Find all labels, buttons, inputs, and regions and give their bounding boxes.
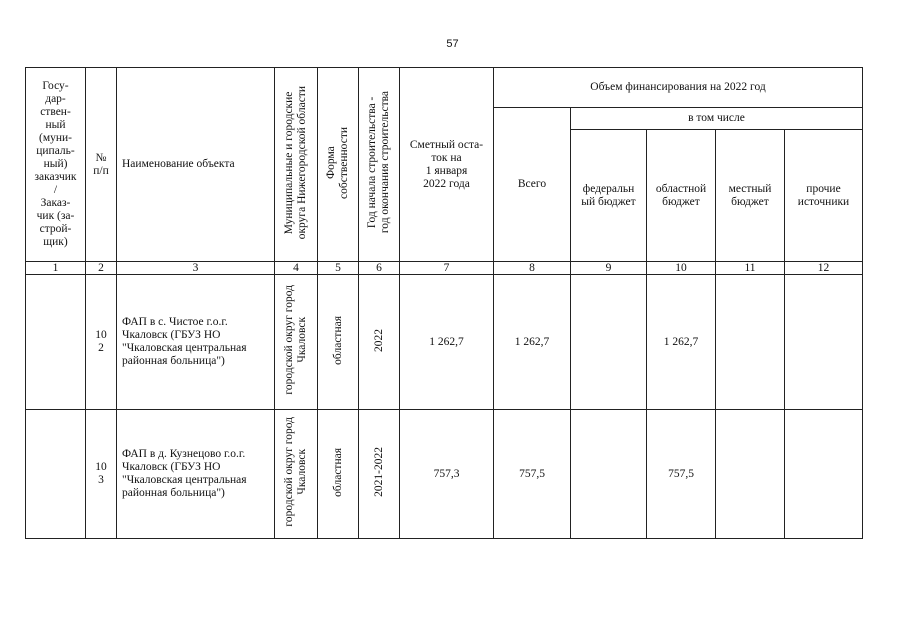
column-number: 2 [86, 262, 117, 275]
financing-table [25, 67, 863, 539]
row-local [716, 410, 785, 539]
column-number: 4 [275, 262, 318, 275]
column-number: 3 [117, 262, 275, 275]
header-total: Всего [494, 108, 571, 262]
header-including: в том числе [571, 108, 863, 130]
table-row [26, 410, 863, 539]
row-customer [26, 410, 86, 539]
row-estimated-balance: 1 262,7 [400, 275, 494, 410]
header-years: Год начала строительства - год окончания строительства [359, 68, 400, 262]
row-municipality: городской округ город Чкаловск [275, 410, 318, 539]
header-object-name: Наименование объекта [117, 68, 275, 262]
row-years: 2022 [359, 275, 400, 410]
header-ownership: Форма собственности [318, 68, 359, 262]
row-num: 10 2 [86, 275, 117, 410]
row-object-name: ФАП в с. Чистое г.о.г. Чкаловск (ГБУЗ НО "Чкаловская центральная районная больница") [117, 275, 275, 410]
header-estimated-balance: Сметный оста- ток на 1 января 2022 года [400, 68, 494, 262]
column-number-row [26, 262, 863, 275]
column-number: 8 [494, 262, 571, 275]
row-municipality: городской округ город Чкаловск [275, 275, 318, 410]
row-local [716, 275, 785, 410]
row-federal [571, 275, 647, 410]
header-local: местный бюджет [716, 130, 785, 262]
row-ownership: областная [318, 410, 359, 539]
header-regional: областной бюджет [647, 130, 716, 262]
header-num: № п/п [86, 68, 117, 262]
row-regional: 1 262,7 [647, 275, 716, 410]
header-municipality: Муниципальные и городские округа Нижегородской области [275, 68, 318, 262]
table-row [26, 275, 863, 410]
row-other [785, 275, 863, 410]
column-number: 9 [571, 262, 647, 275]
row-customer [26, 275, 86, 410]
header-federal: федеральн ый бюджет [571, 130, 647, 262]
row-num: 10 3 [86, 410, 117, 539]
column-number: 7 [400, 262, 494, 275]
column-number: 1 [26, 262, 86, 275]
row-years: 2021-2022 [359, 410, 400, 539]
header-funding-total: Объем финансирования на 2022 год [494, 68, 863, 108]
row-total: 1 262,7 [494, 275, 571, 410]
row-total: 757,5 [494, 410, 571, 539]
row-federal [571, 410, 647, 539]
column-number: 11 [716, 262, 785, 275]
column-number: 12 [785, 262, 863, 275]
row-object-name: ФАП в д. Кузнецово г.о.г. Чкаловск (ГБУЗ НО "Чкаловская центральная районная больница") [117, 410, 275, 539]
row-estimated-balance: 757,3 [400, 410, 494, 539]
header-other: прочие источники [785, 130, 863, 262]
header-customer: Госу- дар- ствен- ный (муни- ципаль- ный) заказчик / Заказ- чик (за- строй- щик) [26, 68, 86, 262]
row-ownership: областная [318, 275, 359, 410]
row-regional: 757,5 [647, 410, 716, 539]
row-other [785, 410, 863, 539]
column-number: 6 [359, 262, 400, 275]
column-number: 10 [647, 262, 716, 275]
page-number: 57 [446, 38, 459, 50]
column-number: 5 [318, 262, 359, 275]
